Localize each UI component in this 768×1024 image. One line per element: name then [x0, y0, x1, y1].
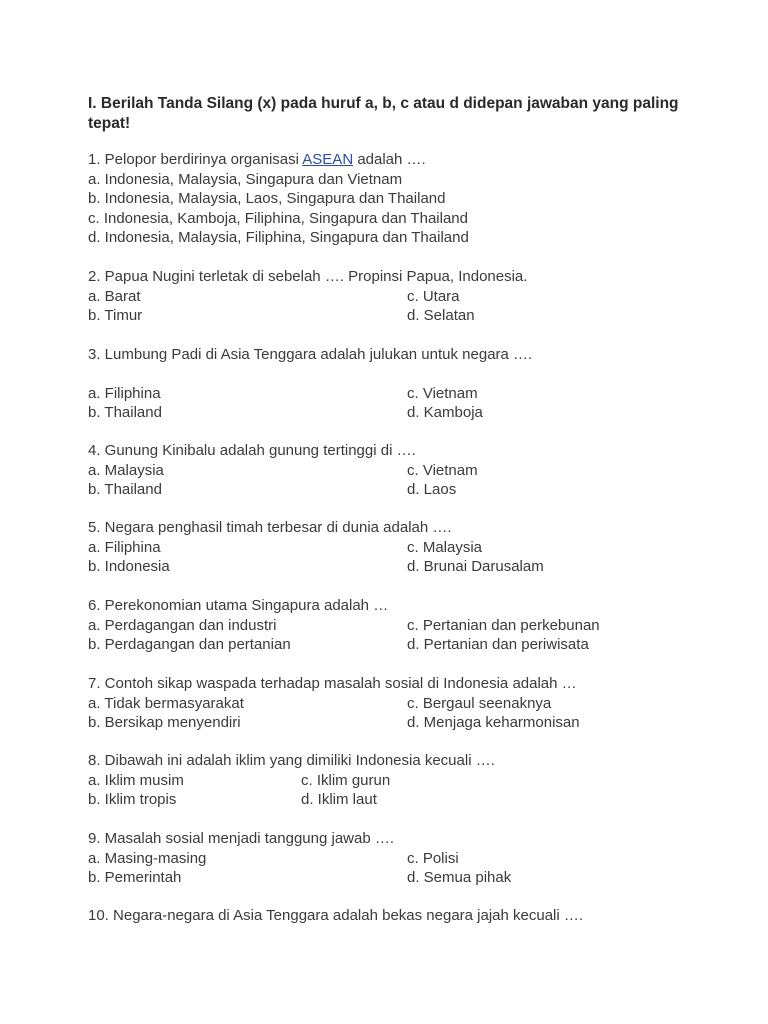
answer-option[interactable]: b. Bersikap menyendiri	[88, 714, 241, 731]
answer-option[interactable]: d. Menjaga keharmonisan	[407, 714, 580, 731]
answer-row	[88, 771, 728, 791]
answer-row	[88, 790, 728, 810]
answer-option[interactable]: a. Filiphina	[88, 538, 161, 556]
answer-option[interactable]: b. Timur	[88, 307, 143, 324]
question-6	[88, 596, 728, 655]
question-7	[88, 674, 728, 733]
answer-option[interactable]: c. Pertanian dan perkebunan	[407, 616, 600, 634]
question-1	[88, 150, 728, 248]
answer-option[interactable]: d. Indonesia, Malaysia, Filiphina, Singapura dan Thailand	[88, 229, 469, 246]
answer-option[interactable]: b. Thailand	[88, 481, 162, 498]
question-text: 2. Papua Nugini terletak di sebelah …. Propinsi Papua, Indonesia.	[88, 268, 528, 285]
answer-row	[88, 713, 728, 733]
answer-option[interactable]: b. Iklim tropis	[88, 791, 177, 808]
answer-option[interactable]: b. Perdagangan dan pertanian	[88, 636, 291, 653]
spacer	[88, 365, 728, 384]
answer-option[interactable]: d. Semua pihak	[407, 869, 512, 886]
answer-option[interactable]: d. Iklim laut	[301, 791, 377, 808]
answer-option[interactable]: a. Tidak bermasyarakat	[88, 694, 244, 712]
answer-option[interactable]: b. Thailand	[88, 404, 162, 421]
question-4	[88, 441, 728, 500]
answer-option[interactable]: a. Iklim musim	[88, 771, 184, 789]
question-text-prefix: 1. Pelopor berdirinya organisasi	[88, 151, 303, 168]
answer-row	[88, 538, 728, 558]
answer-option[interactable]: c. Polisi	[407, 849, 459, 867]
question-text: 7. Contoh sikap waspada terhadap masalah sosial di Indonesia adalah …	[88, 675, 577, 692]
answer-row	[88, 868, 728, 888]
answer-row	[88, 849, 728, 869]
question-text: 4. Gunung Kinibalu adalah gunung tertinggi di ….	[88, 442, 416, 459]
question-text: 5. Negara penghasil timah terbesar di dunia adalah ….	[88, 519, 452, 536]
answer-row	[88, 557, 728, 577]
answer-option[interactable]: c. Vietnam	[407, 384, 478, 402]
question-text: 3. Lumbung Padi di Asia Tenggara adalah julukan untuk negara ….	[88, 346, 533, 363]
answer-option[interactable]: b. Pemerintah	[88, 869, 182, 886]
asean-link[interactable]: ASEAN	[302, 151, 354, 168]
answer-row	[88, 384, 728, 404]
answer-option[interactable]: c. Malaysia	[407, 538, 483, 556]
answer-row	[88, 635, 728, 655]
instruction-heading: I. Berilah Tanda Silang (x) pada huruf a, b, c atau d didepan jawaban yang paling tepat!	[88, 95, 679, 132]
answer-option[interactable]: a. Masing-masing	[88, 849, 207, 867]
answer-option[interactable]: a. Filiphina	[88, 384, 161, 402]
answer-option[interactable]: c. Utara	[407, 287, 460, 305]
answer-option[interactable]: c. Vietnam	[407, 461, 478, 479]
answer-option[interactable]: c. Indonesia, Kamboja, Filiphina, Singapura dan Thailand	[88, 209, 468, 227]
question-8	[88, 751, 728, 810]
answer-row	[88, 694, 728, 714]
answer-row	[88, 616, 728, 636]
question-10	[88, 906, 728, 926]
answer-option[interactable]: a. Perdagangan dan industri	[88, 616, 277, 634]
answer-option[interactable]: c. Iklim gurun	[301, 771, 391, 789]
answer-option[interactable]: a. Barat	[88, 287, 141, 305]
answer-option[interactable]: c. Bergaul seenaknya	[407, 694, 552, 712]
answer-row	[88, 287, 728, 307]
answer-option[interactable]: d. Kamboja	[407, 404, 483, 421]
answer-row	[88, 403, 728, 423]
question-text	[88, 150, 728, 170]
question-2	[88, 267, 728, 326]
question-text: 9. Masalah sosial menjadi tanggung jawab ….	[88, 830, 395, 847]
question-9	[88, 829, 728, 888]
answer-row	[88, 306, 728, 326]
answer-option[interactable]: b. Indonesia	[88, 558, 170, 575]
answer-option[interactable]: d. Pertanian dan periwisata	[407, 636, 589, 653]
answer-option[interactable]: a. Indonesia, Malaysia, Singapura dan Vietnam	[88, 170, 403, 188]
answer-row	[88, 461, 728, 481]
question-text: 6. Perekonomian utama Singapura adalah …	[88, 597, 389, 614]
answer-option[interactable]: d. Brunai Darusalam	[407, 558, 544, 575]
answer-option[interactable]: a. Malaysia	[88, 461, 164, 479]
answer-option[interactable]: d. Laos	[407, 481, 457, 498]
question-3	[88, 345, 728, 423]
answer-row	[88, 480, 728, 500]
question-text: 10. Negara-negara di Asia Tenggara adalah bekas negara jajah kecuali ….	[88, 907, 584, 924]
question-text-suffix: adalah ….	[353, 151, 426, 168]
question-5	[88, 518, 728, 577]
question-text: 8. Dibawah ini adalah iklim yang dimiliki Indonesia kecuali ….	[88, 752, 495, 769]
answer-option[interactable]: b. Indonesia, Malaysia, Laos, Singapura dan Thailand	[88, 190, 446, 207]
answer-option[interactable]: d. Selatan	[407, 307, 475, 324]
